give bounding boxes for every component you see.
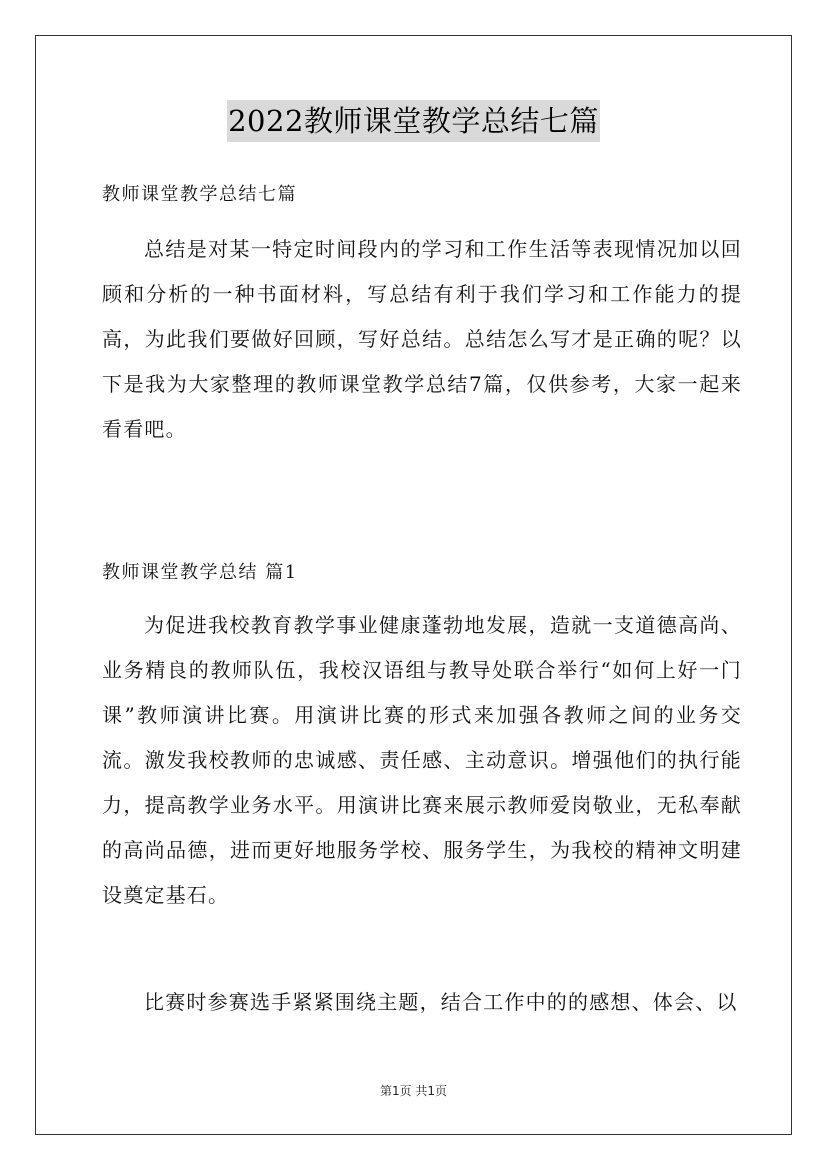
- intro-paragraph: 总结是对某一特定时间段内的学习和工作生活等表现情况加以回顾和分析的一种书面材料，写总结有利于我们学习和工作能力的提高，为此我们要做好回顾，写好总结。总结怎么写才是正确的呢？以下是我为大家整理的教师课堂教学总结7篇，仅供参考，大家一起来看看吧。: [102, 237, 742, 441]
- document-subtitle: 教师课堂教学总结七篇: [102, 184, 297, 205]
- section-paragraph-2: 比赛时参赛选手紧紧围绕主题，结合工作中的的感想、体会、以: [144, 990, 738, 1014]
- page-footer: 第1页 共1页: [379, 1084, 448, 1098]
- section-paragraph-1: 为促进我校教育教学事业健康蓬勃地发展，造就一支道德高尚、业务精良的教师队伍，我校汉语组与教导处联合举行“如何上好一门课”教师演讲比赛。用演讲比赛的形式来加强各教师之间的业务交流。激发我校教师的忠诚感、责任感、主动意识。增强他们的执行能力，提高教学业务水平。用演讲比赛来展示教师爱岗敬业，无私奉献的高尚品德，进而更好地服务学校、服务学生，为我校的精神文明建设奠定基石。: [102, 613, 742, 907]
- section-heading: 教师课堂教学总结 篇1: [102, 562, 298, 583]
- title-container: [0, 100, 827, 142]
- document-title: 2022教师课堂教学总结七篇: [227, 100, 600, 142]
